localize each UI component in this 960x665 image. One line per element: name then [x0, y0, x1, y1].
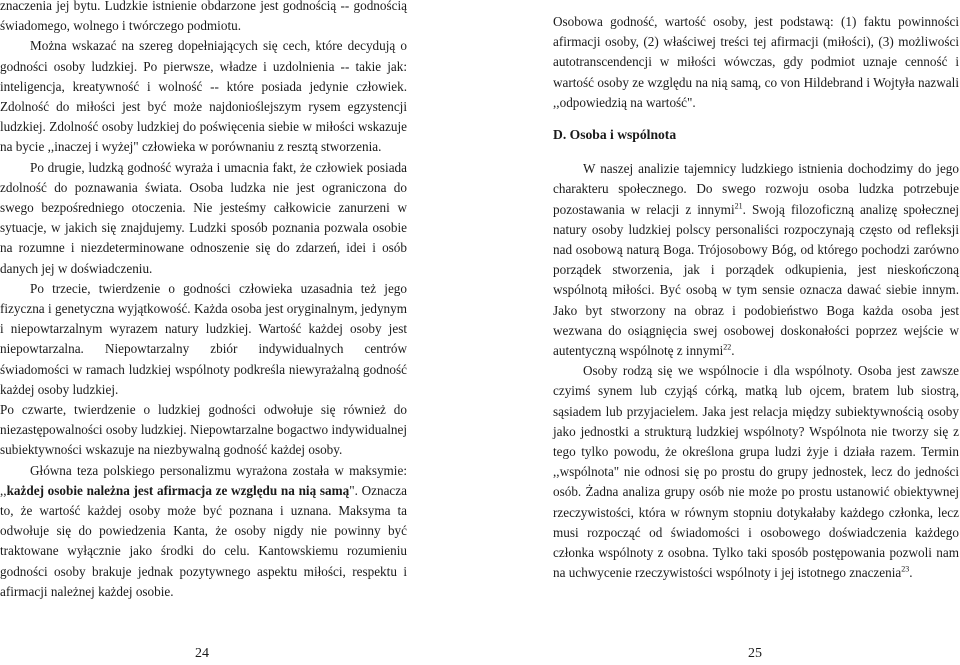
paragraph: Można wskazać na szereg dopełniających się cech, które decydują o godności osoby ludzkiej. Po pierwsze, władze i uzdolnienia -- takie jak: inteligencja, kreatywność i wolność -- które posiada jedynie człowiek. Zdolność do miłości jest być może najdonioślejszym rysem egzystencji ludzkiej. Zdolność osoby ludzkiej do poświęcenia siebie w miłości wskazuje na bycie ,,inaczej i wyżej" człowieka w porównaniu z resztą stworzenia.: [0, 38, 407, 155]
paragraph: Osoby rodzą się we wspólnocie i dla wspólnoty. Osoba jest zawsze czyimś synem lub czyjąś córką, matką lub ojcem, bratem lub siostrą, sąsiadem lub przyjacielem. Jaka jest relacja między subiektywnością osoby jako jednostki a strukturą ludzkiej wspólnoty? Wspólnota nie tworzy się z tego tylko powodu, że określona grupa ludzi żyje i działa razem. Termin ,,wspólnota" nie odnosi się po prostu do grupy jednostek, lecz do jedności osób. Żadna analiza grupy osób nie może po prostu ustanowić obiektywnej rzeczywistości, która w równym stopniu dotykałaby każdego członka, lecz musi rozpocząć od świadomości i osobowego doświadczenia każdego członka wspólnoty z osobna. Tylko taki sposób postępowania pozwoli nam na uchwycenie rzeczywistości wspólnoty i jej istotnego znaczenia$^{23}$.: [553, 363, 959, 581]
section-heading: D. Osoba i wspólnota: [553, 127, 677, 143]
paragraph-maxim: [0, 461, 407, 602]
paragraph: Po czwarte, twierdzenie o ludzkiej godności odwołuje się również do niezastępowalności osoby ludzkiej. Niepowtarzalne bogactwo indywidualnej subiektywności wskazuje na niezbywalną godność każdej osoby.: [0, 402, 407, 458]
page-number: 25: [748, 646, 762, 661]
footnote-ref: 22: [723, 342, 732, 352]
left-page-text: [0, 0, 407, 602]
footnote-ref: 23: [901, 564, 910, 574]
footnote-ref: 21: [734, 201, 743, 211]
page-number: 24: [195, 646, 209, 661]
paragraph: znaczenia jej bytu. Ludzkie istnienie obdarzone jest godnością -- godnością świadomego, wolnego i twórczego podmiotu.: [0, 0, 407, 34]
paragraph: Po drugie, ludzką godność wyraża i umacnia fakt, że człowiek posiada zdolność do poznawania świata. Osoba ludzka nie jest ograniczona do swego bezpośredniego otoczenia. Nie jesteśmy całkowicie zanurzeni w sytuacje, w jakich się znajdujemy. Ludzki sposób poznania pozwala osobie na rozumne i niezdeterminowane odnoszenie się do zdarzeń, idei i osób danych jej w doświadczeniu.: [0, 159, 407, 276]
right-page-text: [553, 12, 959, 583]
maxim-bold: każdej osobie należna jest afirmacja ze względu na nią samą: [6, 482, 350, 498]
maxim-rest: ". Oznacza to, że wartość każdej osoby może być poznana i uznana. Maksyma ta odwołuje się do powiedzenia Kanta, że osoby nigdy nie powinny być traktowane wyłącznie jako środki do celu. Kantowskiemu rozumieniu godności osoby brakuje jednak pozytywnego aspektu miłości, respektu i afirmacji należnej każdej osobie.: [0, 482, 407, 599]
paragraph: Osobowa godność, wartość osoby, jest podstawą: (1) faktu powinności afirmacji osoby, (2) właściwej treści tej afirmacji (miłości), (3) możliwości autotranscendencji w miłości wówczas, gdy podmiot uznaje cenność i wartość osoby ze względu na nią samą, co von Hildebrand i Wojtyła nazwali ,,odpowiedzią na wartość".: [553, 14, 959, 110]
paragraph: Po trzecie, twierdzenie o godności człowieka uzasadnia też jego fizyczna i genetyczna wyjątkowość. Każda osoba jest oryginalnym, jedynym i niepowtarzalnym wyrazem natury ludzkiej. Wartość każdej osoby jest niepowtarzalna. Niepowtarzalny zbiór indywidualnych centrów świadomości w ramach ludzkiej wspólnoty podkreśla niewyrażalną godność każdej osoby ludzkiej.: [0, 280, 407, 397]
paragraph: W naszej analizie tajemnicy ludzkiego istnienia dochodzimy do jego charakteru społecznego. Do swego rozwoju osoba ludzka potrzebuje pozostawania w relacji z innymi$^{21}$. Swoją filozoficzną analizę społecznej natury osoby ludzkiej polscy personaliści rozpoczynają często od refleksji nad osobową naturą Boga. Trójosobowy Bóg, od którego pochodzi zarówno porządek stworzenia, jak i porządek odkupienia, jest nieskończoną wspólnotą miłości. Być osobą w tym sensie oznacza dawać siebie innym. Jako byt stworzony na obraz i podobieństwo Boga każda osoba jest wezwana do osiągnięcia swej osobowej doskonałości poprzez wejście w autentyczną wspólnotę z innymi$^{22}$.: [553, 161, 959, 359]
maxim-intro: Główna teza polskiego personalizmu wyrażona została w maksymie: ,,: [0, 462, 407, 498]
